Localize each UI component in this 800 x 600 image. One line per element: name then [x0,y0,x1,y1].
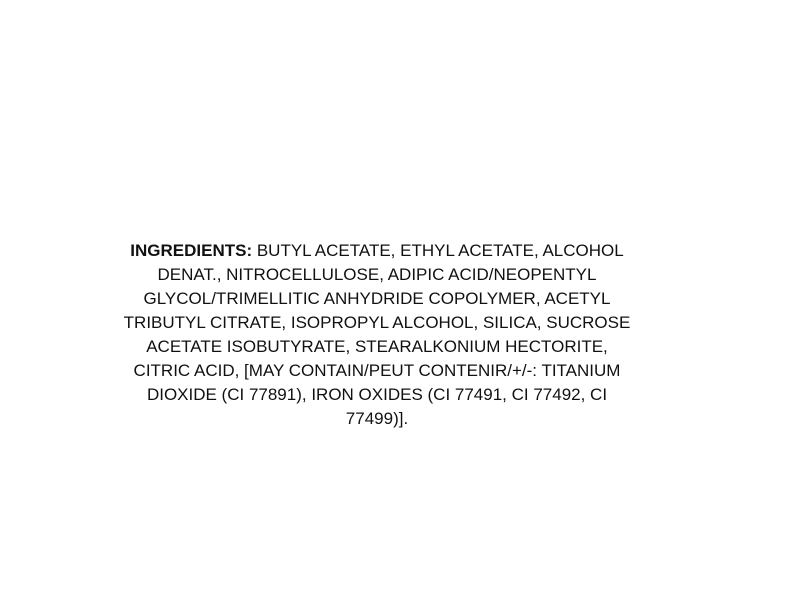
ingredients-paragraph [118,239,636,431]
ingredients-heading-label: INGREDIENTS: [130,241,253,260]
ingredients-list-text: BUTYL ACETATE, ETHYL ACETATE, ALCOHOL DENAT., NITROCELLULOSE, ADIPIC ACID/NEOPENTYL GLYCOL/TRIMELLITIC ANHYDRIDE COPOLYMER, ACETYL TRIBUTYL CITRATE, ISOPROPYL ALCOHOL, SILICA, SUCROSE ACETATE ISOBUTYRATE, STEARALKONIUM HECTORITE, CITRIC ACID, [MAY CONTAIN/PEUT CONTENIR/+/-: TITANIUM DIOXIDE (CI 77891), IRON OXIDES (CI 77491, CI 77492, CI 77499)]. [123,241,631,428]
